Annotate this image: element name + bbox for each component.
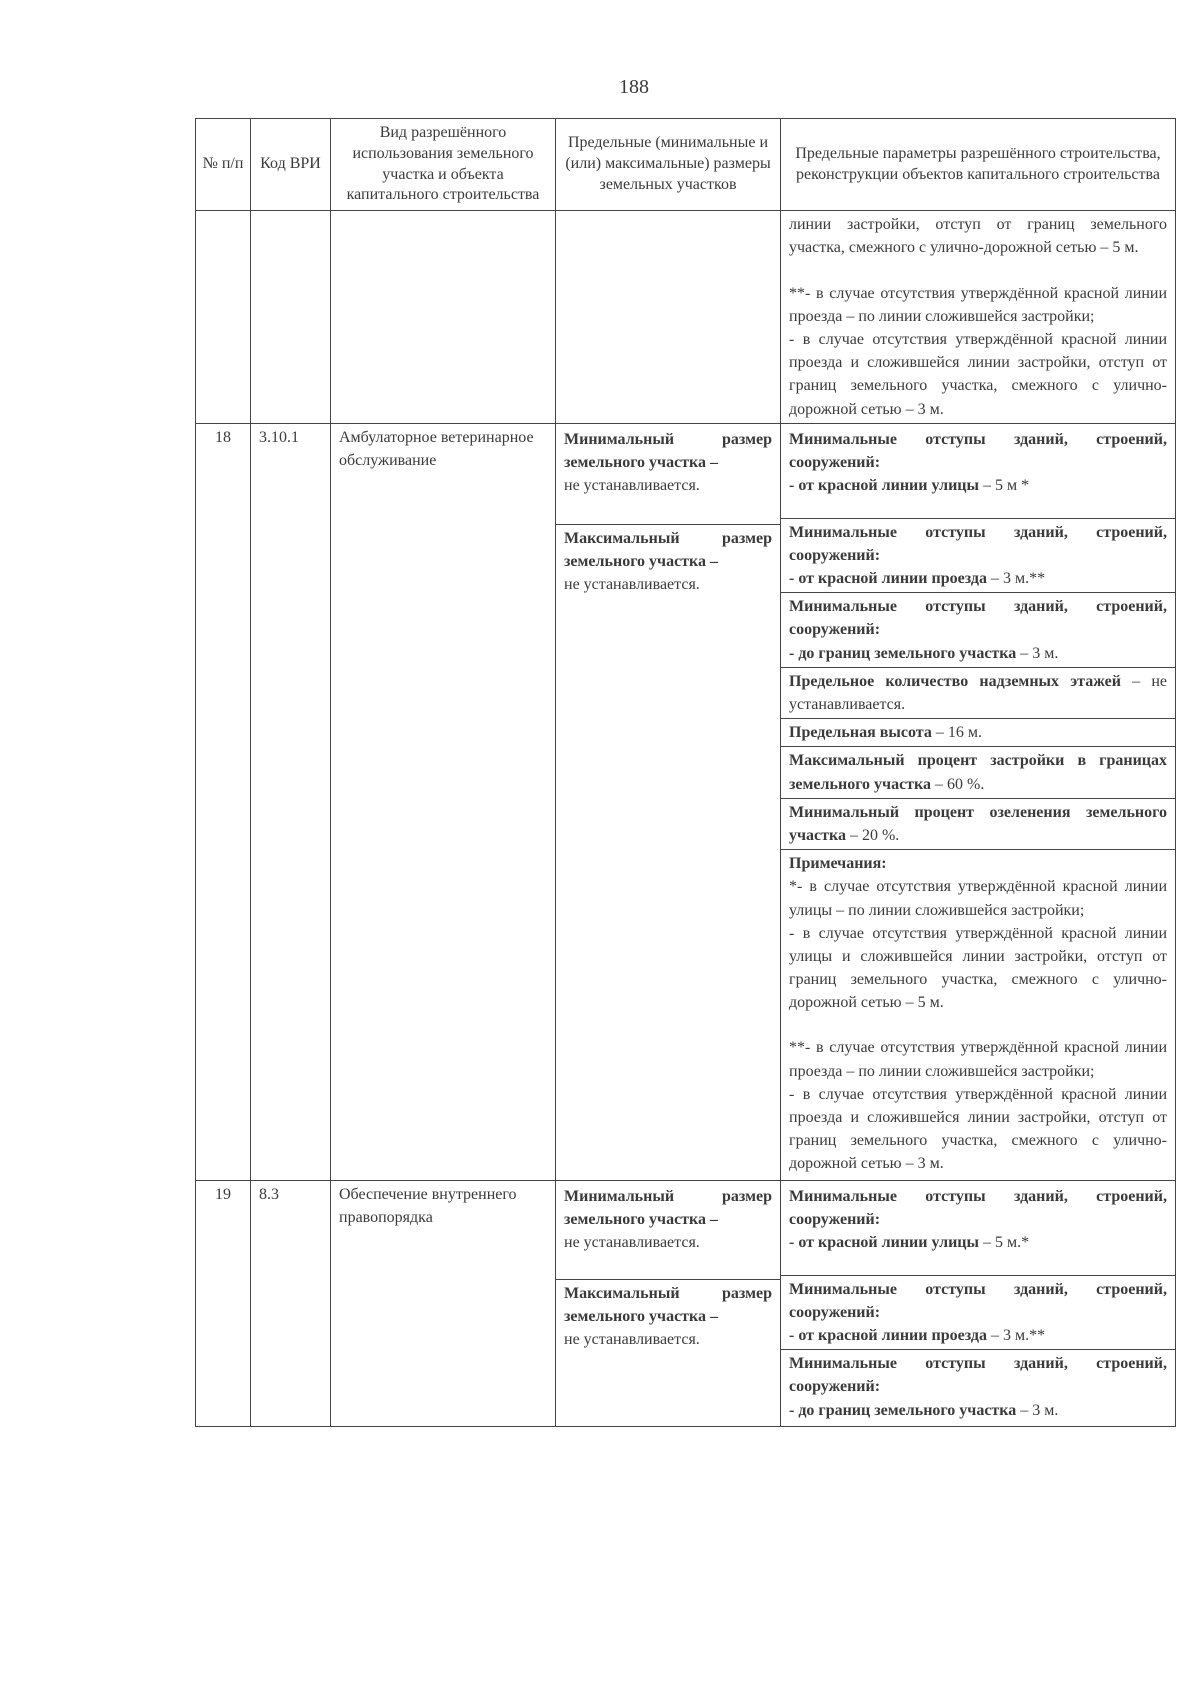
- cell-empty: [251, 211, 331, 424]
- header-code: Код ВРИ: [251, 119, 331, 211]
- cell-empty: [196, 211, 251, 424]
- table-row-19: [196, 1180, 1176, 1426]
- min-size-block: [556, 426, 780, 525]
- header-sizes: Предельные (минимальные и (или) максимальные) размеры земельных участков: [556, 119, 781, 211]
- param-title: Минимальные отступы зданий, строений, сооружений:: [789, 523, 1167, 564]
- param-subtitle: - от красной линии улицы: [789, 477, 979, 495]
- param-red-line-street: [781, 426, 1175, 519]
- row-kind: Амбулаторное ветеринарное обслуживание: [331, 423, 556, 1180]
- note-line: - в случае отсутствия утверждённой красной линии проезда и сложившейся линии застройки, отступ от границ земельного участка, смежного с улично-дорожной сетью – 3 м.: [789, 1085, 1167, 1173]
- row-code: 8.3: [251, 1180, 331, 1426]
- row-sizes: [556, 1180, 781, 1426]
- param-green-percent: [781, 799, 1175, 850]
- continued-line: - в случае отсутствия утверждённой красной линии проезда и сложившейся линии застройки, отступ от границ земельного участка, смежного с улично-дорожной сетью – 3 м.: [789, 330, 1167, 418]
- param-value: – 3 м.**: [986, 570, 1046, 588]
- page-number: 188: [619, 76, 649, 98]
- param-height: [781, 719, 1175, 747]
- min-size-block: [556, 1183, 780, 1280]
- param-value: – 20 %.: [845, 826, 900, 844]
- param-value: – 3 м.: [1016, 644, 1059, 662]
- param-red-line-passage: [781, 1276, 1175, 1351]
- row-num: 18: [196, 423, 251, 1180]
- param-title: Минимальные отступы зданий, строений, сооружений:: [789, 1280, 1167, 1321]
- header-kind: Вид разрешённого использования земельного участка и объекта капитального строительства: [331, 119, 556, 211]
- param-subtitle: - от красной линии улицы: [789, 1233, 979, 1251]
- param-subtitle: - от красной линии проезда: [789, 570, 987, 588]
- min-size-value: не устанавливается.: [564, 477, 700, 495]
- param-red-line-passage: [781, 519, 1175, 594]
- note-line: **- в случае отсутствия утверждённой красной линии проезда – по линии сложившейся застройки;: [789, 1039, 1167, 1080]
- param-build-percent: [781, 747, 1175, 798]
- param-title: Максимальный процент застройки в границах земельного участка: [789, 752, 1167, 793]
- param-value: – не устанавливается.: [789, 672, 1167, 713]
- min-size-value: не устанавливается.: [564, 1233, 700, 1251]
- max-size-value: не устанавливается.: [564, 576, 700, 594]
- table-row-continued: [196, 211, 1176, 424]
- row-sizes: [556, 423, 781, 1180]
- param-value: – 5 м.*: [979, 1233, 1030, 1251]
- min-size-label: Минимальный размер земельного участка –: [564, 430, 772, 471]
- regulations-table-container: [195, 118, 1175, 1427]
- regulations-table: [195, 118, 1176, 1427]
- param-title: Предельное количество надземных этажей: [789, 672, 1121, 690]
- notes-title: Примечания:: [789, 855, 887, 873]
- max-size-block: [556, 525, 780, 603]
- note-line: - в случае отсутствия утверждённой красной линии улицы и сложившейся линии застройки, отступ от границ земельного участка, смежного с улично-дорожной сетью – 5 м.: [789, 924, 1167, 1012]
- min-size-label: Минимальный размер земельного участка –: [564, 1187, 772, 1228]
- param-value: – 16 м.: [931, 724, 982, 742]
- max-size-label: Максимальный размер земельного участка –: [564, 529, 772, 570]
- param-value: – 60 %.: [931, 775, 985, 793]
- param-plot-boundary: [781, 593, 1175, 668]
- continued-line: **- в случае отсутствия утверждённой красной линии проезда – по линии сложившейся застройки;: [789, 284, 1167, 325]
- row-code: 3.10.1: [251, 423, 331, 1180]
- param-title: Минимальные отступы зданий, строений, сооружений:: [789, 1355, 1167, 1396]
- param-subtitle: - до границ земельного участка: [789, 644, 1017, 662]
- note-line: *- в случае отсутствия утверждённой красной линии улицы – по линии сложившейся застройки;: [789, 878, 1167, 919]
- row-params: [781, 423, 1176, 1180]
- row-kind: Обеспечение внутреннего правопорядка: [331, 1180, 556, 1426]
- param-value: – 5 м *: [979, 477, 1030, 495]
- param-title: Минимальные отступы зданий, строений, сооружений:: [789, 430, 1167, 471]
- continued-line: линии застройки, отступ от границ земельного участка, смежного с улично-дорожной сетью – 5 м.: [789, 216, 1167, 257]
- param-title: Минимальный процент озеленения земельного участка: [789, 803, 1167, 844]
- param-subtitle: - от красной линии проезда: [789, 1326, 987, 1344]
- header-params: Предельные параметры разрешённого строительства, реконструкции объектов капитального строительства: [781, 119, 1176, 211]
- param-title: Минимальные отступы зданий, строений, сооружений:: [789, 598, 1167, 639]
- max-size-label: Максимальный размер земельного участка –: [564, 1284, 772, 1325]
- max-size-value: не устанавливается.: [564, 1330, 700, 1348]
- param-value: – 3 м.: [1016, 1401, 1059, 1419]
- param-red-line-street: [781, 1183, 1175, 1276]
- cell-empty: [556, 211, 781, 424]
- param-floors: [781, 668, 1175, 719]
- cell-empty: [331, 211, 556, 424]
- table-row-18: [196, 423, 1176, 1180]
- param-value: – 3 м.**: [986, 1326, 1046, 1344]
- param-subtitle: - до границ земельного участка: [789, 1401, 1017, 1419]
- row-params: [781, 1180, 1176, 1426]
- param-plot-boundary: [781, 1350, 1175, 1424]
- param-title: Предельная высота: [789, 724, 932, 742]
- notes-block: [781, 850, 1175, 1177]
- max-size-block: [556, 1280, 780, 1358]
- param-title: Минимальные отступы зданий, строений, сооружений:: [789, 1187, 1167, 1228]
- header-num: № п/п: [196, 119, 251, 211]
- row-num: 19: [196, 1180, 251, 1426]
- table-header-row: [196, 119, 1176, 211]
- params-continued: [781, 211, 1176, 424]
